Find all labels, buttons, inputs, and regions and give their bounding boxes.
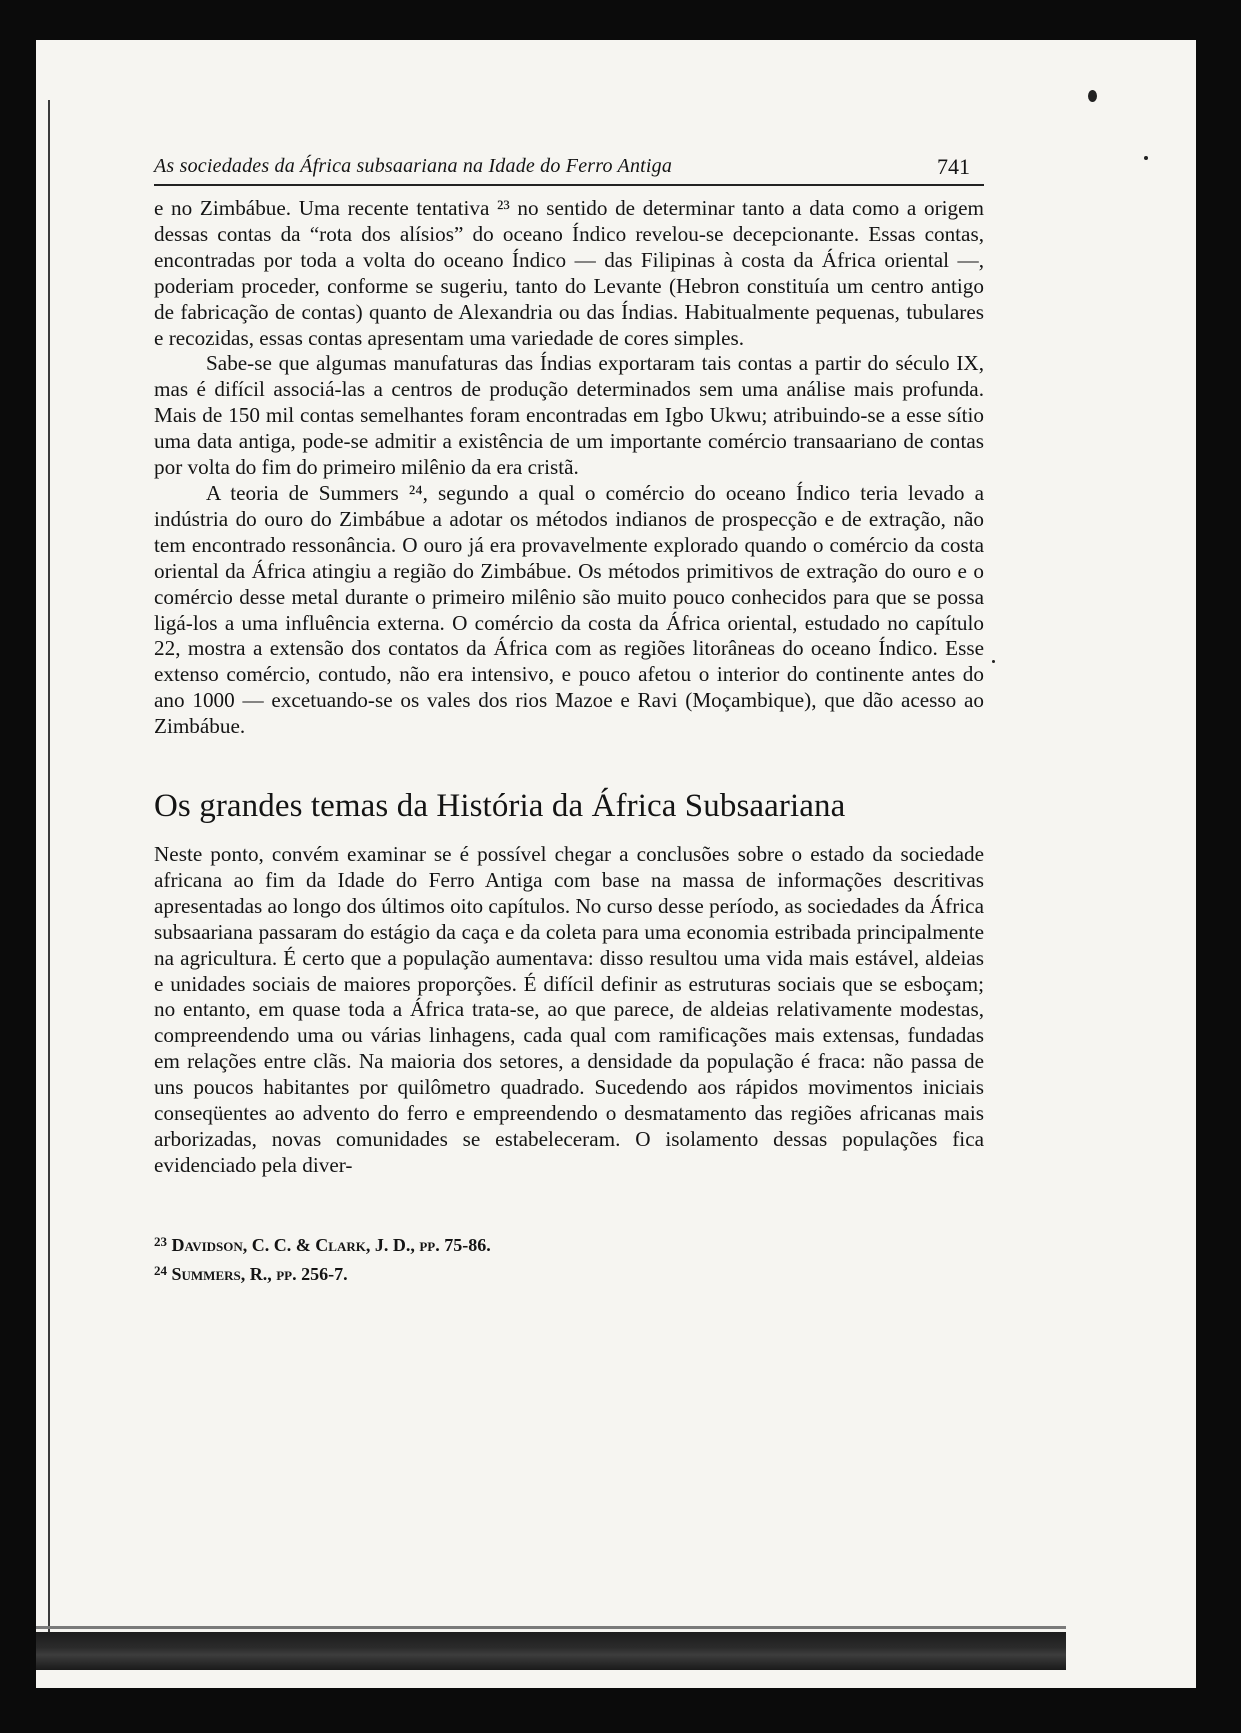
footnote-number: 24 xyxy=(154,1262,167,1278)
scan-artifact-band xyxy=(36,1632,1066,1670)
scan-artifact-line xyxy=(36,1626,1066,1629)
paragraph: Sabe-se que algumas manufaturas das Índias exportaram tais contas a partir do século IX, mas é difícil associá-las a centros de produção determinados sem uma análise mais profunda. Mais de 150 mil contas semelhantes foram encontradas em Igbo Ukwu; atribuindo-se a esse sítio uma data antiga, pode-se admitir a existência de um importante comércio transaariano de contas por volta do fim do primeiro milênio da era cristã. xyxy=(154,351,984,480)
page-content xyxy=(154,150,984,1287)
paragraph: e no Zimbábue. Uma recente tentativa ²³ no sentido de determinar tanto a data como a origem dessas contas da “rota dos alísios” do oceano Índico revelou-se decepcionante. Essas contas, encontradas por toda a volta do oceano Índico — das Filipinas à costa da África oriental —, poderiam proceder, conforme se sugeriu, tanto do Levante (Hebron constituía um centro antigo de fabricação de contas) quanto de Alexandria ou das Índias. Habitualmente pequenas, tubulares e recozidas, essas contas apresentam uma variedade de cores simples. xyxy=(154,196,984,350)
scan-edge-line xyxy=(48,100,50,1670)
scan-speck xyxy=(992,660,995,663)
footnote-number: 23 xyxy=(154,1233,167,1249)
footnote-text: Davidson, C. C. & Clark, J. D., pp. 75-86. xyxy=(171,1234,491,1255)
section-heading: Os grandes temas da História da África Subsaariana xyxy=(154,788,846,825)
scan-speck xyxy=(1144,156,1148,160)
footnote-text: Summers, R., pp. 256-7. xyxy=(171,1263,348,1284)
footnote xyxy=(154,1258,984,1287)
footnotes xyxy=(154,1229,984,1287)
body-text xyxy=(154,196,984,1179)
footnote xyxy=(154,1229,984,1258)
paragraph: A teoria de Summers ²⁴, segundo a qual o comércio do oceano Índico teria levado a indústria do ouro do Zimbábue a adotar os métodos indianos de prospecção e de extração, não tem encontrado ressonância. O ouro já era provavelmente explorado quando o comércio da costa oriental da África atingiu a região do Zimbábue. Os métodos primitivos de extração do ouro e o comércio desse metal durante o primeiro milênio são muito pouco conhecidos para que se possa ligá-los a uma influência externa. O comércio da costa da África oriental, estudado no capítulo 22, mostra a extensão dos contatos da África com as regiões litorâneas do oceano Índico. Esse extenso comércio, contudo, não era intensivo, e pouco afetou o interior do continente antes do ano 1000 — excetuando-se os vales dos rios Mazoe e Ravi (Moçambique), que dão acesso ao Zimbábue. xyxy=(154,480,984,739)
page-number: 741 xyxy=(937,154,970,179)
running-title: As sociedades da África subsaariana na Idade do Ferro Antiga xyxy=(154,155,673,177)
scan-speck xyxy=(1088,90,1097,102)
section-paragraph: Neste ponto, convém examinar se é possível chegar a conclusões sobre o estado da sociedade africana ao fim da Idade do Ferro Antiga com base na massa de informações descritivas apresentadas ao longo dos últimos oito capítulos. No curso desse período, as sociedades da África subsaariana passaram do estágio da caça e da coleta para uma economia estribada principalmente na agricultura. É certo que a população aumentava: disso resultou uma vida mais estável, aldeias e unidades sociais de maiores proporções. É difícil definir as estruturas sociais que se esboçam; no entanto, em quase toda a África trata-se, ao que parece, de aldeias relativamente modestas, compreendendo uma ou várias linhagens, cada qual com ramificações mais extensas, fundadas em relações entre clãs. Na maioria dos setores, a densidade da população é fraca: não passa de uns poucos habitantes por quilômetro quadrado. Sucedendo aos rápidos movimentos iniciais conseqüentes ao advento do ferro e empreendendo o desmatamento das regiões africanas mais arborizadas, novas comunidades se estabeleceram. O isolamento dessas populações fica evidenciado pela diver- xyxy=(154,842,984,1177)
running-header xyxy=(154,150,984,186)
